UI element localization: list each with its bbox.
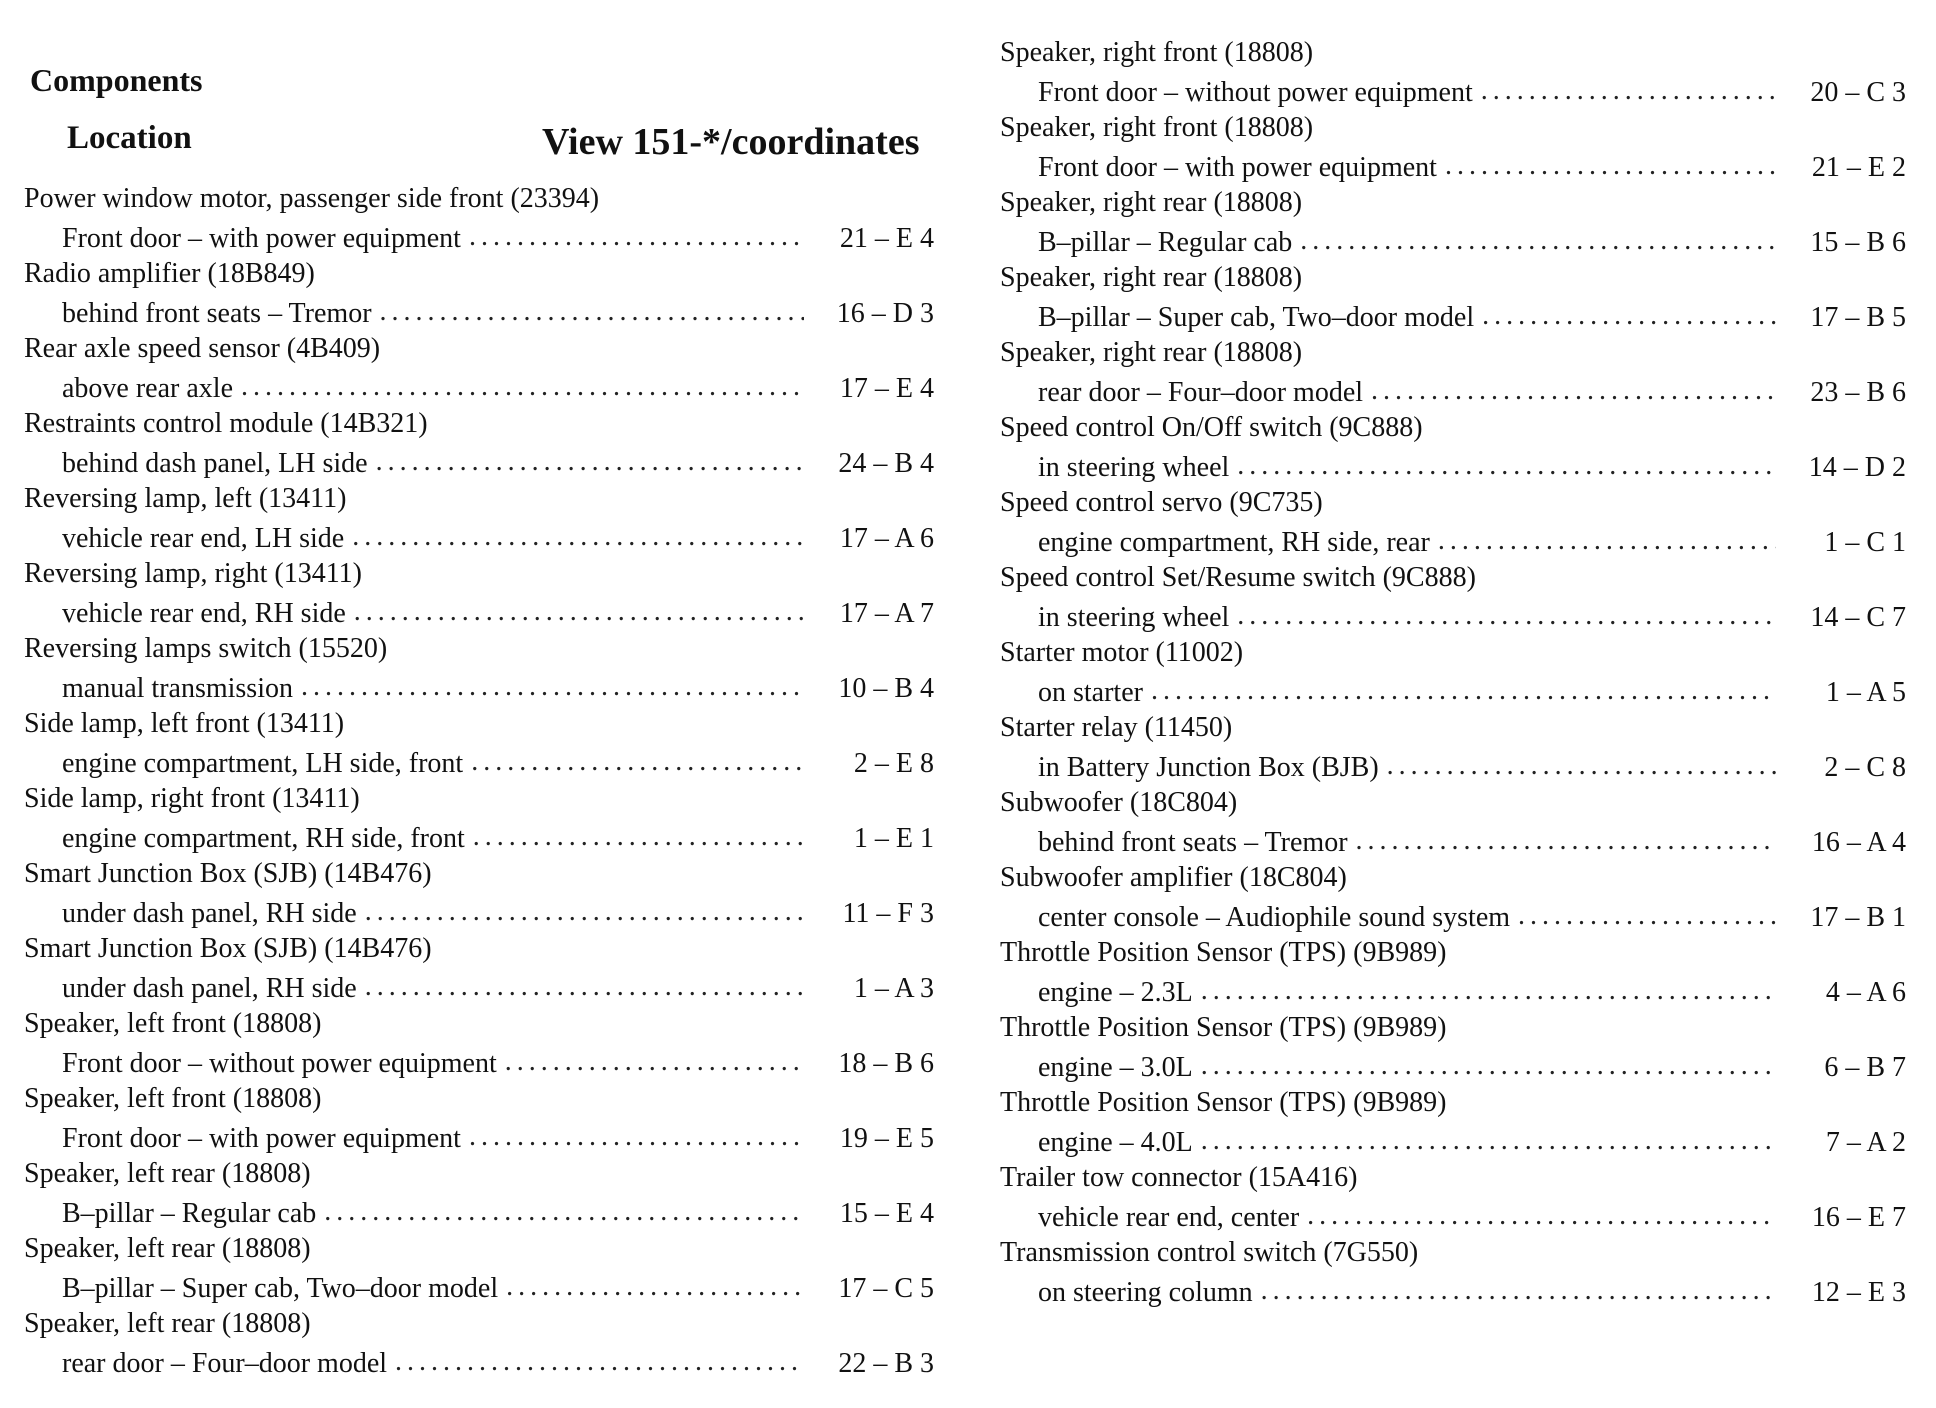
component-name: Starter motor (11002): [1000, 637, 1244, 668]
location-row: [24, 817, 934, 855]
component-entry: [1000, 559, 1906, 634]
left-column: [24, 180, 934, 1380]
component-entry: [24, 180, 934, 255]
component-name: Throttle Position Sensor (TPS) (9B989): [1000, 937, 1447, 968]
location-row: [24, 292, 934, 330]
coordinates: 20 – C 3: [1810, 77, 1906, 108]
location-text: under dash panel, RH side: [62, 973, 357, 1004]
coordinates: 6 – B 7: [1824, 1052, 1906, 1083]
component-name: Speaker, left front (18808): [24, 1083, 322, 1114]
dot-leader: [301, 671, 804, 703]
dot-leader: [471, 746, 804, 778]
dot-leader: [352, 521, 804, 553]
component-entry: [1000, 1009, 1906, 1084]
coordinates: 17 – B 5: [1810, 302, 1906, 333]
coordinates: 10 – B 4: [838, 673, 934, 704]
component-entry: [24, 1305, 934, 1380]
coordinates: 19 – E 5: [839, 1123, 934, 1154]
location-row: [1000, 1121, 1906, 1159]
dot-leader: [376, 446, 804, 478]
component-entry: [24, 930, 934, 1005]
component-entry: [24, 330, 934, 405]
component-entry: [24, 780, 934, 855]
component-entry: [1000, 334, 1906, 409]
location-text: B–pillar – Regular cab: [1038, 227, 1293, 258]
location-text: B–pillar – Super cab, Two–door model: [62, 1273, 499, 1304]
location-row: [1000, 296, 1906, 334]
component-name: Speaker, left rear (18808): [24, 1158, 311, 1189]
coordinates: 15 – E 4: [839, 1198, 934, 1229]
component-entry: [24, 255, 934, 330]
component-name: Power window motor, passenger side front (23394): [24, 183, 600, 214]
coordinates: 14 – C 7: [1810, 602, 1906, 633]
coordinates: 16 – A 4: [1811, 827, 1906, 858]
component-name: Side lamp, right front (13411): [24, 783, 360, 814]
dot-leader: [1237, 600, 1776, 632]
component-name: Speed control On/Off switch (9C888): [1000, 412, 1423, 443]
location-text: vehicle rear end, center: [1038, 1202, 1300, 1233]
location-text: behind front seats – Tremor: [1038, 827, 1348, 858]
location-text: manual transmission: [62, 673, 293, 704]
location-row: [24, 1117, 934, 1155]
coordinates: 21 – E 4: [839, 223, 934, 254]
dot-leader: [365, 971, 804, 1003]
location-row: [1000, 971, 1906, 1009]
location-row: [1000, 521, 1906, 559]
coordinates: 17 – A 7: [839, 598, 934, 629]
component-entry: [1000, 409, 1906, 484]
component-entry: [1000, 1159, 1906, 1234]
location-row: [1000, 1196, 1906, 1234]
coordinates: 18 – B 6: [838, 1048, 934, 1079]
location-text: engine – 4.0L: [1038, 1127, 1193, 1158]
location-text: engine – 3.0L: [1038, 1052, 1193, 1083]
location-row: [24, 442, 934, 480]
location-text: Front door – without power equipment: [62, 1048, 497, 1079]
component-name: Radio amplifier (18B849): [24, 258, 315, 289]
location-row: [24, 1042, 934, 1080]
component-name: Speaker, right front (18808): [1000, 37, 1314, 68]
component-entry: [24, 480, 934, 555]
coordinates: 22 – B 3: [838, 1348, 934, 1379]
component-entry: [1000, 934, 1906, 1009]
coordinates: 7 – A 2: [1825, 1127, 1906, 1158]
component-entry: [24, 1080, 934, 1155]
location-text: behind front seats – Tremor: [62, 298, 372, 329]
dot-leader: [1261, 1275, 1776, 1307]
coordinates: 1 – E 1: [853, 823, 934, 854]
location-row: [1000, 671, 1906, 709]
dot-leader: [1201, 975, 1776, 1007]
dot-leader: [1438, 525, 1776, 557]
component-name: Reversing lamp, left (13411): [24, 483, 347, 514]
location-text: in Battery Junction Box (BJB): [1038, 752, 1379, 783]
component-name: Speed control Set/Resume switch (9C888): [1000, 562, 1476, 593]
coordinates: 17 – E 4: [839, 373, 934, 404]
component-name: Speaker, right rear (18808): [1000, 262, 1303, 293]
coordinates: 21 – E 2: [1811, 152, 1906, 183]
component-entry: [1000, 34, 1906, 109]
component-name: Throttle Position Sensor (TPS) (9B989): [1000, 1087, 1447, 1118]
location-row: [24, 367, 934, 405]
component-entry: [1000, 484, 1906, 559]
component-entry: [1000, 634, 1906, 709]
location-text: engine compartment, LH side, front: [62, 748, 464, 779]
component-name: Starter relay (11450): [1000, 712, 1233, 743]
location-row: [1000, 71, 1906, 109]
component-entry: [1000, 1234, 1906, 1309]
component-entry: [24, 855, 934, 930]
dot-leader: [1237, 450, 1776, 482]
location-text: center console – Audiophile sound system: [1038, 902, 1511, 933]
dot-leader: [1518, 900, 1776, 932]
component-name: Rear axle speed sensor (4B409): [24, 333, 381, 364]
dot-leader: [395, 1346, 804, 1378]
location-row: [1000, 1046, 1906, 1084]
location-row: [24, 1192, 934, 1230]
component-entry: [24, 630, 934, 705]
location-row: [24, 742, 934, 780]
coordinates: 1 – A 3: [853, 973, 934, 1004]
location-text: B–pillar – Super cab, Two–door model: [1038, 302, 1475, 333]
view-coordinates-column-header: View 151-*/coordinates: [542, 121, 920, 163]
component-name: Smart Junction Box (SJB) (14B476): [24, 933, 432, 964]
component-name: Trailer tow connector (15A416): [1000, 1162, 1358, 1193]
location-text: engine compartment, RH side, rear: [1038, 527, 1430, 558]
coordinates: 12 – E 3: [1811, 1277, 1906, 1308]
component-name: Restraints control module (14B321): [24, 408, 428, 439]
component-name: Smart Junction Box (SJB) (14B476): [24, 858, 432, 889]
location-text: vehicle rear end, LH side: [62, 523, 345, 554]
dot-leader: [1387, 750, 1776, 782]
dot-leader: [1307, 1200, 1776, 1232]
coordinates: 17 – B 1: [1810, 902, 1906, 933]
coordinates: 14 – D 2: [1808, 452, 1906, 483]
coordinates: 16 – D 3: [836, 298, 934, 329]
location-row: [24, 1342, 934, 1380]
component-entry: [1000, 709, 1906, 784]
component-name: Reversing lamp, right (13411): [24, 558, 363, 589]
component-entry: [24, 1005, 934, 1080]
component-name: Reversing lamps switch (15520): [24, 633, 388, 664]
coordinates: 23 – B 6: [1810, 377, 1906, 408]
dot-leader: [1356, 825, 1776, 857]
location-row: [24, 517, 934, 555]
location-column-header: Location: [67, 120, 192, 156]
location-text: engine – 2.3L: [1038, 977, 1193, 1008]
location-row: [24, 217, 934, 255]
location-row: [24, 592, 934, 630]
location-text: under dash panel, RH side: [62, 898, 357, 929]
component-entry: [24, 1230, 934, 1305]
component-entry: [24, 705, 934, 780]
location-text: Front door – with power equipment: [62, 223, 461, 254]
coordinates: 17 – A 6: [839, 523, 934, 554]
component-entry: [24, 1155, 934, 1230]
dot-leader: [506, 1271, 804, 1303]
location-row: [1000, 896, 1906, 934]
dot-leader: [469, 221, 804, 253]
component-name: Side lamp, left front (13411): [24, 708, 345, 739]
component-entry: [1000, 184, 1906, 259]
component-entry: [1000, 1084, 1906, 1159]
coordinates: 11 – F 3: [842, 898, 934, 929]
location-text: behind dash panel, LH side: [62, 448, 368, 479]
location-text: on starter: [1038, 677, 1143, 708]
dot-leader: [354, 596, 804, 628]
dot-leader: [1371, 375, 1776, 407]
dot-leader: [365, 896, 804, 928]
dot-leader: [324, 1196, 804, 1228]
dot-leader: [469, 1121, 804, 1153]
location-text: engine compartment, RH side, front: [62, 823, 465, 854]
section-title: Components: [30, 62, 203, 98]
location-row: [1000, 596, 1906, 634]
location-row: [1000, 221, 1906, 259]
component-entry: [1000, 109, 1906, 184]
component-name: Speaker, left rear (18808): [24, 1233, 311, 1264]
location-text: in steering wheel: [1038, 602, 1230, 633]
component-name: Subwoofer (18C804): [1000, 787, 1238, 818]
coordinates: 24 – B 4: [838, 448, 934, 479]
location-row: [24, 1267, 934, 1305]
component-entry: [24, 405, 934, 480]
coordinates: 4 – A 6: [1825, 977, 1906, 1008]
dot-leader: [1201, 1050, 1776, 1082]
coordinates: 2 – C 8: [1824, 752, 1906, 783]
location-row: [1000, 371, 1906, 409]
location-row: [1000, 146, 1906, 184]
component-entry: [24, 555, 934, 630]
component-name: Speaker, left rear (18808): [24, 1308, 311, 1339]
dot-leader: [1300, 225, 1776, 257]
location-text: Front door – with power equipment: [1038, 152, 1437, 183]
coordinates: 1 – C 1: [1824, 527, 1906, 558]
location-text: in steering wheel: [1038, 452, 1230, 483]
location-row: [24, 667, 934, 705]
dot-leader: [241, 371, 804, 403]
location-row: [1000, 1271, 1906, 1309]
component-name: Speaker, right rear (18808): [1000, 337, 1303, 368]
location-row: [24, 967, 934, 1005]
location-row: [1000, 446, 1906, 484]
dot-leader: [1445, 150, 1776, 182]
component-name: Transmission control switch (7G550): [1000, 1237, 1419, 1268]
dot-leader: [473, 821, 804, 853]
dot-leader: [1481, 75, 1776, 107]
location-text: B–pillar – Regular cab: [62, 1198, 317, 1229]
dot-leader: [1482, 300, 1776, 332]
component-name: Throttle Position Sensor (TPS) (9B989): [1000, 1012, 1447, 1043]
component-name: Subwoofer amplifier (18C804): [1000, 862, 1347, 893]
location-text: Front door – with power equipment: [62, 1123, 461, 1154]
location-text: above rear axle: [62, 373, 233, 404]
component-name: Speaker, left front (18808): [24, 1008, 322, 1039]
right-column: [1000, 34, 1906, 1309]
location-text: Front door – without power equipment: [1038, 77, 1473, 108]
location-row: [24, 892, 934, 930]
dot-leader: [1201, 1125, 1776, 1157]
location-row: [1000, 821, 1906, 859]
component-name: Speaker, right front (18808): [1000, 112, 1314, 143]
location-text: rear door – Four–door model: [62, 1348, 388, 1379]
coordinates: 15 – B 6: [1810, 227, 1906, 258]
location-text: rear door – Four–door model: [1038, 377, 1364, 408]
dot-leader: [505, 1046, 804, 1078]
component-name: Speaker, right rear (18808): [1000, 187, 1303, 218]
component-entry: [1000, 859, 1906, 934]
component-entry: [1000, 259, 1906, 334]
dot-leader: [1151, 675, 1776, 707]
coordinates: 16 – E 7: [1811, 1202, 1906, 1233]
coordinates: 17 – C 5: [838, 1273, 934, 1304]
location-text: on steering column: [1038, 1277, 1253, 1308]
dot-leader: [380, 296, 804, 328]
component-entry: [1000, 784, 1906, 859]
location-row: [1000, 746, 1906, 784]
coordinates: 2 – E 8: [853, 748, 934, 779]
location-text: vehicle rear end, RH side: [62, 598, 346, 629]
coordinates: 1 – A 5: [1825, 677, 1906, 708]
component-name: Speed control servo (9C735): [1000, 487, 1323, 518]
